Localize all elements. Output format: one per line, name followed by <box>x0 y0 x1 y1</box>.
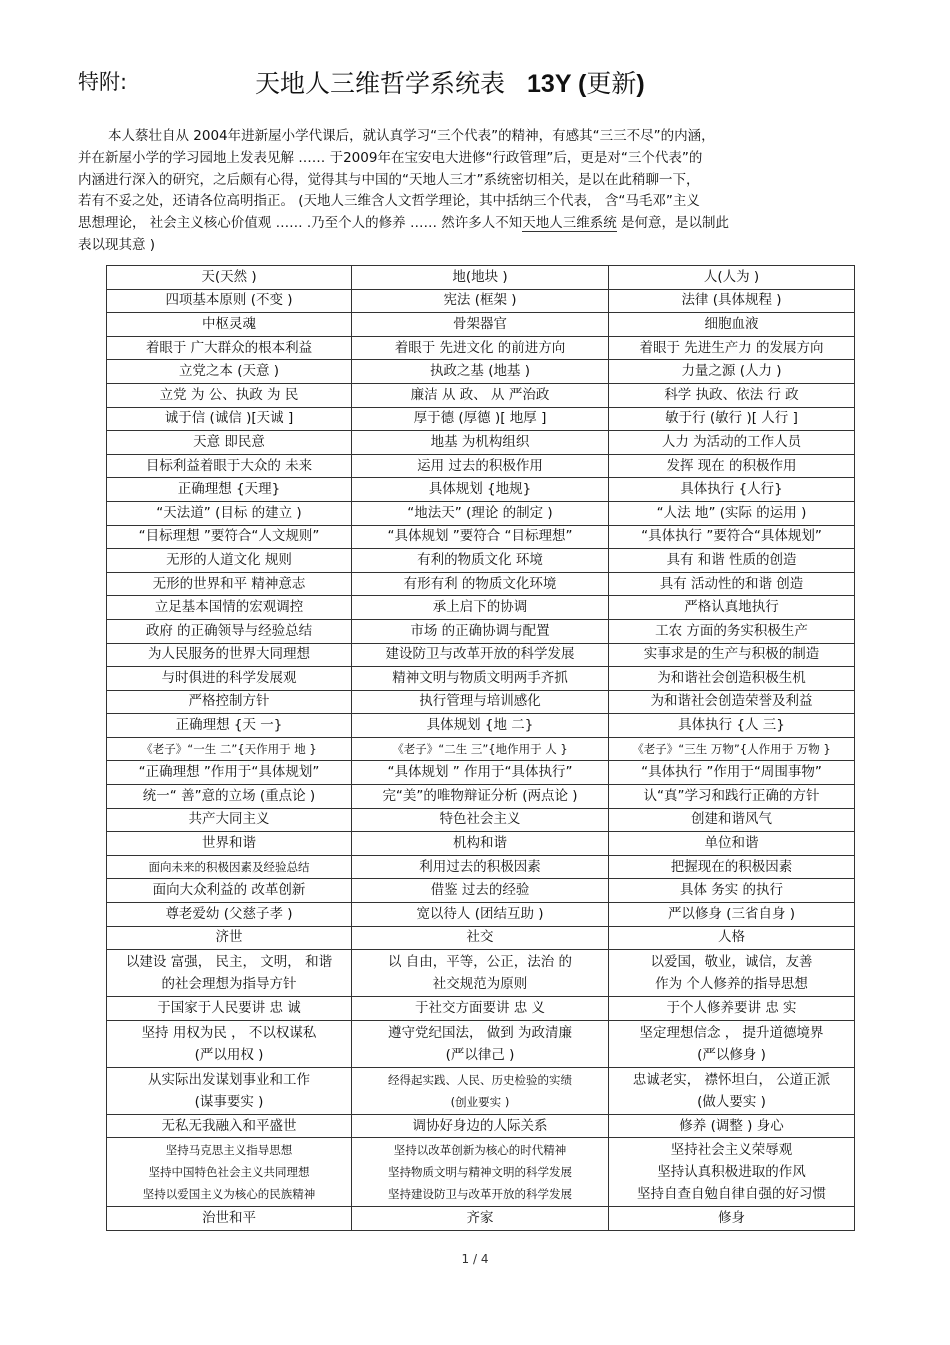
title-close: ) <box>636 70 645 98</box>
intro-line: 本人蔡壮自从 2004年进新屋小学代课后，就认真学习“三个代表”的精神，有感其“三三不尽”的内涵， <box>108 128 715 144</box>
table-cell: 坚持以改革创新为核心的时代精神 坚持物质文明与精神文明的科学发展 坚持建设防卫与改革开放的科学发展 <box>352 1138 609 1207</box>
table-cell: 与时俱进的科学发展观 <box>107 667 352 691</box>
table-cell: 有利的物质文化 环境 <box>352 549 609 573</box>
table-row <box>107 431 855 455</box>
table-row <box>107 1114 855 1138</box>
intro-line-tail: 是何意，是以制此 <box>616 215 730 232</box>
table-cell: 社交 <box>352 926 609 950</box>
table-cell: 具体规划 {地 二} <box>352 714 609 738</box>
table-row <box>107 714 855 738</box>
table-cell: 认“真”学习和践行正确的方针 <box>609 785 855 809</box>
table-cell: 科学 执政、依法 行 政 <box>609 383 855 407</box>
table-cell: 着眼于 先进生产力 的发展方向 <box>609 336 855 360</box>
table-cell: 精神文明与物质文明两手齐抓 <box>352 667 609 691</box>
table-row <box>107 549 855 573</box>
table-cell: 有形有利 的物质文化环境 <box>352 572 609 596</box>
table-cell: 具有 活动性的和谐 创造 <box>609 572 855 596</box>
table-cell: 工农 方面的务实积极生产 <box>609 619 855 643</box>
table-cell: “具体规划 ” 作用于“具体执行” <box>352 761 609 785</box>
page-title <box>255 64 645 100</box>
table-cell: 单位和谐 <box>609 832 855 856</box>
table-row <box>107 501 855 525</box>
table-cell: 廉洁 从 政、 从 严治政 <box>352 383 609 407</box>
table-cell: 借鉴 过去的经验 <box>352 879 609 903</box>
header-label: 特附: <box>78 70 128 94</box>
table-cell: 天意 即民意 <box>107 431 352 455</box>
table-cell: 无形的世界和平 精神意志 <box>107 572 352 596</box>
intro-last-line: 表以现其意 ) <box>78 236 156 253</box>
table-row <box>107 289 855 313</box>
table-cell: “具体执行 ”作用于“周围事物” <box>609 761 855 785</box>
table-cell: “具体规划 ”要符合 “目标理想” <box>352 525 609 549</box>
table-cell: 严格认真地执行 <box>609 596 855 620</box>
table-cell: 把握现在的积极因素 <box>609 855 855 879</box>
table-cell: 修养 (调整 ) 身心 <box>609 1114 855 1138</box>
table-cell: 敏于行 (敏行 )[ 人行 ] <box>609 407 855 431</box>
table-cell: 以 自由，平等，公正，法治 的 社交规范为原则 <box>352 950 609 997</box>
table-cell: 地(地块 ) <box>352 266 609 290</box>
table-body <box>107 266 855 1231</box>
table-cell: 无形的人道文化 规则 <box>107 549 352 573</box>
table-cell: 诚于信 (诚信 )[天诚 ] <box>107 407 352 431</box>
table-row <box>107 690 855 714</box>
table-cell: 以爱国，敬业，诚信，友善 作为 个人修养的指导思想 <box>609 950 855 997</box>
table-cell: 市场 的正确协调与配置 <box>352 619 609 643</box>
table-cell: 具体规划 {地规} <box>352 478 609 502</box>
table-cell: 人格 <box>609 926 855 950</box>
table-cell: 立党之本 (天意 ) <box>107 360 352 384</box>
intro-line: 思想理论， 社会主义核心价值观 …… .乃至个人的修养 …… 然许多人不知 <box>78 215 523 232</box>
table-cell: 坚持马克思主义指导思想 坚持中国特色社会主义共同理想 坚持以爱国主义为核心的民族精神 <box>107 1138 352 1207</box>
intro-paragraph <box>78 126 870 257</box>
table-cell: 面向未来的积极因素及经验总结 <box>107 855 352 879</box>
table-cell: 正确理想 {天 一} <box>107 714 352 738</box>
table-cell: 经得起实践、人民、历史检验的实绩 (创业要实 ) <box>352 1067 609 1114</box>
table-cell: 正确理想 {天理} <box>107 478 352 502</box>
table-row <box>107 1207 855 1231</box>
table-row <box>107 407 855 431</box>
table-cell: 具有 和谐 性质的创造 <box>609 549 855 573</box>
table-cell: 四项基本原则 (不变 ) <box>107 289 352 313</box>
table-cell: 于个人修养要讲 忠 实 <box>609 997 855 1021</box>
intro-line-with-highlight <box>78 213 870 235</box>
table-row <box>107 879 855 903</box>
philosophy-table <box>106 265 855 1231</box>
table-cell: 发挥 现在 的积极作用 <box>609 454 855 478</box>
table-row <box>107 1138 855 1207</box>
table-row <box>107 525 855 549</box>
table-cell: 完“美”的唯物辩证分析 (两点论 ) <box>352 785 609 809</box>
table-cell: 济世 <box>107 926 352 950</box>
table-row <box>107 785 855 809</box>
table-row <box>107 383 855 407</box>
table-cell: 世界和谐 <box>107 832 352 856</box>
page-number: 1 / 4 <box>461 1252 489 1266</box>
table-cell: 建设防卫与改革开放的科学发展 <box>352 643 609 667</box>
table-cell: 具体执行 {人 三} <box>609 714 855 738</box>
intro-line: 并在新屋小学的学习园地上发表见解 …… 于2009年在宝安电大进修“行政管理”后，更是对“三个代表”的 <box>78 149 703 166</box>
intro-line: 内涵进行深入的研究，之后颇有心得，觉得其与中国的“天地人三才”系统密切相关，是以在此稍聊一下， <box>78 171 700 188</box>
table-row <box>107 572 855 596</box>
table-cell: 具体执行 {人行} <box>609 478 855 502</box>
table-cell: 执政之基 (地基 ) <box>352 360 609 384</box>
table-cell: 于社交方面要讲 忠 义 <box>352 997 609 1021</box>
table-cell: 坚定理想信念 ， 提升道德境界 (严以修身 ) <box>609 1020 855 1067</box>
table-cell: 《老子》“三生 万物”{人作用于 万物 } <box>609 737 855 761</box>
table-cell: 人力 为活动的工作人员 <box>609 431 855 455</box>
table-row <box>107 832 855 856</box>
table-cell: 从实际出发谋划事业和工作 (谋事要实 ) <box>107 1067 352 1114</box>
table-cell: 于国家于人民要讲 忠 诚 <box>107 997 352 1021</box>
table-row <box>107 855 855 879</box>
table-cell: 统一“ 善”意的立场 (重点论 ) <box>107 785 352 809</box>
table-cell: 为和谐社会创造荣誉及利益 <box>609 690 855 714</box>
table-cell: 为和谐社会创造积极生机 <box>609 667 855 691</box>
table-cell: 严以修身 (三省自身 ) <box>609 903 855 927</box>
table-cell: 修身 <box>609 1207 855 1231</box>
title-text: 天地人三维哲学系统表 <box>255 69 506 98</box>
intro-line: 若有不妥之处，还请各位高明指正。 (天地人三维含人文哲学理论，其中括纳三个代表， 含“马毛邓”主义 <box>78 193 700 210</box>
table-cell: “地法天” (理论 的制定 ) <box>352 501 609 525</box>
table-cell: 严格控制方针 <box>107 690 352 714</box>
table-row <box>107 336 855 360</box>
table-cell: “正确理想 ”作用于“具体规划” <box>107 761 352 785</box>
table-cell: 《老子》“一生 二”{天作用于 地 } <box>107 737 352 761</box>
table-cell: 齐家 <box>352 1207 609 1231</box>
table-row <box>107 950 855 997</box>
intro-highlight: 天地人三维系统 <box>522 215 617 232</box>
table-cell: 力量之源 (人力 ) <box>609 360 855 384</box>
table-cell: 目标利益着眼于大众的 未来 <box>107 454 352 478</box>
table-cell: 承上启下的协调 <box>352 596 609 620</box>
table-cell: 坚持 用权为民 ， 不以权谋私 (严以用权 ) <box>107 1020 352 1067</box>
table-cell: 政府 的正确领导与经验总结 <box>107 619 352 643</box>
table-row <box>107 997 855 1021</box>
table-cell: 中枢灵魂 <box>107 313 352 337</box>
table-cell: 特色社会主义 <box>352 808 609 832</box>
table-cell: 调协好身边的人际关系 <box>352 1114 609 1138</box>
table-row <box>107 737 855 761</box>
table-row <box>107 454 855 478</box>
table-row <box>107 619 855 643</box>
table-row <box>107 643 855 667</box>
table-cell: 骨架器官 <box>352 313 609 337</box>
table-row <box>107 903 855 927</box>
table-cell: 细胞血液 <box>609 313 855 337</box>
table-cell: 宽以待人 (团结互助 ) <box>352 903 609 927</box>
table-cell: 机构和谐 <box>352 832 609 856</box>
table-cell: 以建设 富强， 民主， 文明， 和谐 的社会理想为指导方针 <box>107 950 352 997</box>
table-cell: 实事求是的生产与积极的制造 <box>609 643 855 667</box>
table-row <box>107 1020 855 1067</box>
table-row <box>107 596 855 620</box>
table-cell: “天法道” (目标 的建立 ) <box>107 501 352 525</box>
table-cell: 忠诚老实， 襟怀坦白， 公道正派 (做人要实 ) <box>609 1067 855 1114</box>
table-row <box>107 313 855 337</box>
table-cell: 具体 务实 的执行 <box>609 879 855 903</box>
table-cell: 治世和平 <box>107 1207 352 1231</box>
table-cell: 为人民服务的世界大同理想 <box>107 643 352 667</box>
table-cell: “目标理想 ”要符合“人文规则” <box>107 525 352 549</box>
table-row <box>107 478 855 502</box>
table-cell: 执行管理与培训感化 <box>352 690 609 714</box>
table-cell: 立党 为 公、执政 为 民 <box>107 383 352 407</box>
table-cell: 无私无我融入和平盛世 <box>107 1114 352 1138</box>
table-cell: 法律 (具体规程 ) <box>609 289 855 313</box>
table-row <box>107 761 855 785</box>
table-cell: 创建和谐风气 <box>609 808 855 832</box>
table-cell: “人法 地” (实际 的运用 ) <box>609 501 855 525</box>
title-code: 13Y ( <box>527 70 587 98</box>
table-cell: 利用过去的积极因素 <box>352 855 609 879</box>
table-cell: 《老子》“二生 三”{地作用于 人 } <box>352 737 609 761</box>
table-cell: 宪法 (框架 ) <box>352 289 609 313</box>
table-cell: 坚持社会主义荣辱观 坚持认真积极进取的作风 坚持自查自勉自律自强的好习惯 <box>609 1138 855 1207</box>
table-cell: 尊老爱幼 (父慈子孝 ) <box>107 903 352 927</box>
table-cell: 运用 过去的积极作用 <box>352 454 609 478</box>
table-row <box>107 266 855 290</box>
table-row <box>107 808 855 832</box>
table-cell: 遵守党纪国法， 做到 为政清廉 (严以律己 ) <box>352 1020 609 1067</box>
table-row <box>107 667 855 691</box>
table-row <box>107 926 855 950</box>
table-cell: 着眼于 广大群众的根本利益 <box>107 336 352 360</box>
table-cell: 共产大同主义 <box>107 808 352 832</box>
table-cell: 天(天然 ) <box>107 266 352 290</box>
table-row <box>107 360 855 384</box>
table-cell: 地基 为机构组织 <box>352 431 609 455</box>
table-cell: 着眼于 先进文化 的前进方向 <box>352 336 609 360</box>
table-cell: “具体执行 ”要符合“具体规划” <box>609 525 855 549</box>
title-update: 更新 <box>586 69 637 98</box>
page-header <box>0 62 950 102</box>
table-row <box>107 1067 855 1114</box>
table-cell: 立足基本国情的宏观调控 <box>107 596 352 620</box>
table-cell: 厚于德 (厚德 )[ 地厚 ] <box>352 407 609 431</box>
table-cell: 人(人为 ) <box>609 266 855 290</box>
table-cell: 面向大众利益的 改革创新 <box>107 879 352 903</box>
